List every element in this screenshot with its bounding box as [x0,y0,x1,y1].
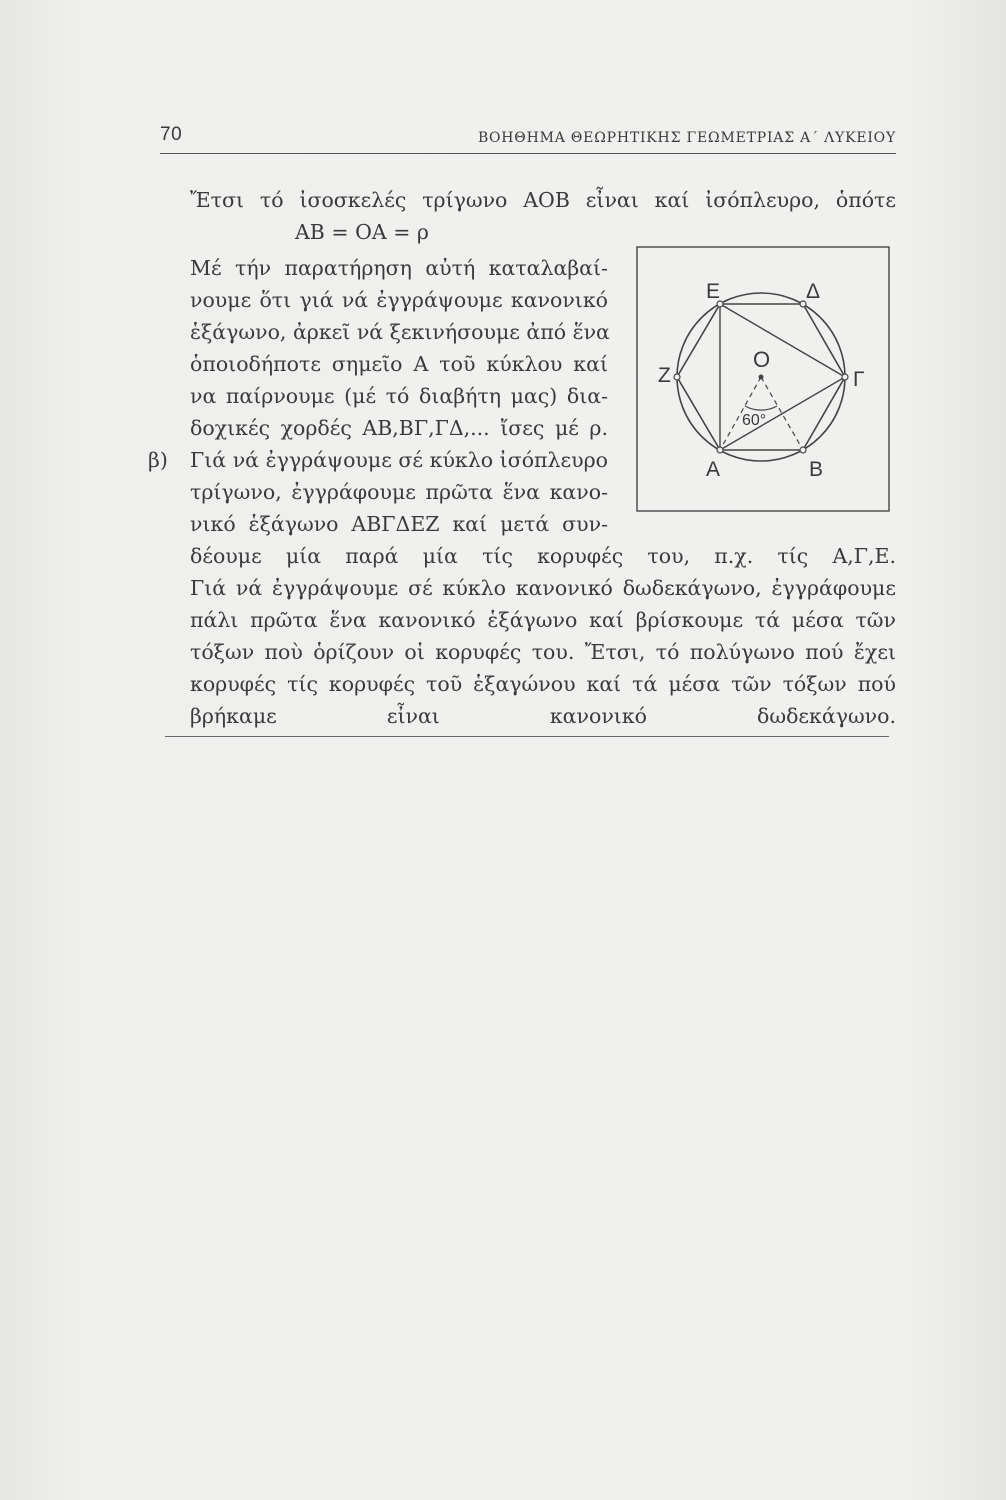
angle-arc [745,406,777,410]
text-line-narrow-3: ἑξάγωνο, ἀρκεῖ νά ξεκινήσουμε ἀπό ἕνα [190,320,610,344]
hexagon-diagram [636,246,890,512]
text-line-narrow-2: νουμε ὅτι γιά νά ἐγγράψουμε κανονικό [190,288,608,312]
text-line-1: Ἔτσι τό ἰσοσκελές τρίγωνο ΑΟΒ εἶναι καί ἰσόπλευρο, ὁπότε [190,188,896,212]
text-line-beta-1: Γιά νά ἐγγράψουμε σέ κύκλο ἰσόπλευρο [190,448,608,472]
label-o: Ο [753,347,771,372]
hexagon-figure [636,246,890,512]
vertex-z [674,374,680,380]
equation-line: ΑΒ = ΟΑ = ρ [295,220,429,244]
text-line-full-3: πάλι πρῶτα ἕνα κανονικό ἑξάγωνο καί βρίσκουμε τά μέσα τῶν [190,608,896,632]
label-b: Β [809,458,824,481]
vertex-a [717,447,723,453]
running-title: ΒΟΗΘΗΜΑ ΘΕΩΡΗΤΙΚΗΣ ΓΕΩΜΕΤΡΙΑΣ Α΄ ΛΥΚΕΙΟΥ [477,130,896,146]
label-a: Α [706,458,721,481]
text-line-full-2: Γιά νά ἐγγράψουμε σέ κύκλο κανονικό δωδεκάγωνο, ἐγγράφουμε [190,576,896,600]
text-line-full-6: βρήκαμε εἶναι κανονικό δωδεκάγωνο. [190,704,896,728]
text-line-narrow-6: δοχικές χορδές ΑΒ,ΒΓ,ΓΔ,... ἴσες μέ ρ. [190,416,608,440]
text-line-full-4: τόξων ποὺ ὁρίζουν οἱ κορυφές του. Ἔτσι, τό πολύγωνο πού ἔχει [190,640,896,664]
text-line-narrow-5: να παίρνουμε (μέ τό διαβήτη μας) δια- [190,384,608,408]
label-z: Ζ [658,364,671,387]
page-header [160,124,896,154]
bottom-rule [165,736,889,737]
page-number: 70 [160,124,183,145]
text-line-beta-2: τρίγωνο, ἐγγράφουμε πρῶτα ἕνα κανο- [190,480,608,504]
chord-eg [720,304,845,377]
text-line-full-1: δέουμε μία παρά μία τίς κορυφές του, π.χ. τίς Α,Γ,Ε. [190,544,896,568]
text-line-narrow-4: ὁποιοδήποτε σημεῖο Α τοῦ κύκλου καί [190,352,608,376]
header-rule [160,153,896,154]
text-line-narrow-1: Μέ τήν παρατήρηση αὐτή καταλαβαί- [190,256,608,280]
text-line-beta-3: νικό ἑξάγωνο ΑΒΓΔΕΖ καί μετά συν- [190,512,608,536]
text-line-full-5: κορυφές τίς κορυφές τοῦ ἑξαγώνου καί τά μέσα τῶν τόξων πού [190,672,896,696]
angle-label: 60° [742,412,767,429]
center-point [759,375,764,380]
chord-ga [720,377,845,450]
label-d: Δ [806,280,821,303]
item-label-beta: β) [148,448,168,472]
vertex-g [842,374,848,380]
label-e: Ε [706,280,721,303]
vertex-b [800,447,806,453]
label-g: Γ [853,368,865,391]
